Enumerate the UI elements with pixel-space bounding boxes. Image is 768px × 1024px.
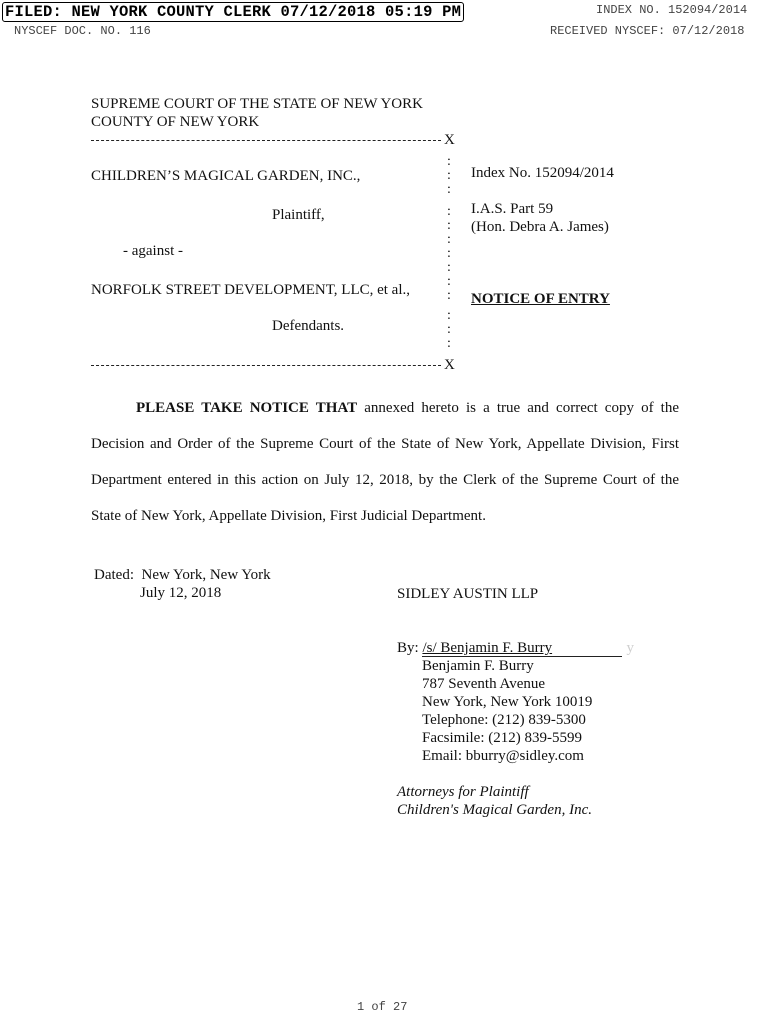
signature-text: /s/ Benjamin F. Burry (422, 640, 553, 656)
defendant-name: NORFOLK STREET DEVELOPMENT, LLC, et al., (91, 282, 411, 298)
address-line-1: 787 Seventh Avenue (422, 676, 546, 692)
header-index-number: INDEX NO. 152094/2014 (596, 3, 748, 17)
caption-divider (447, 155, 451, 351)
attorneys-for: Attorneys for Plaintiff (397, 784, 529, 800)
divider-colon: : (447, 322, 451, 337)
divider-colon: : (447, 168, 451, 183)
divider-colon: : (447, 218, 451, 233)
paragraph-line: Decision and Order of the Supreme Court of the State of New York, Appellate Division, First (91, 436, 679, 452)
caption-bottom-rule (91, 356, 455, 372)
filed-stamp: FILED: NEW YORK COUNTY CLERK 07/12/2018 05:19 PM (2, 2, 464, 22)
defendant-role: Defendants. (272, 318, 345, 334)
signature-field (422, 640, 622, 657)
court-name: SUPREME COURT OF THE STATE OF NEW YORK (91, 96, 423, 112)
facsimile: Facsimile: (212) 839-5599 (422, 730, 582, 746)
divider-colon: : (447, 204, 451, 219)
plaintiff-role: Plaintiff, (272, 207, 325, 223)
paragraph-line: Department entered in this action on July 12, 2018, by the Clerk of the Supreme Court of the (91, 472, 679, 488)
caption-x-mark: X (444, 357, 455, 373)
page-number: 1 of 27 (357, 1000, 408, 1014)
firm-name: SIDLEY AUSTIN LLP (397, 586, 539, 602)
paragraph-text: annexed hereto is a true and correct copy of the (364, 400, 680, 416)
divider-colon: : (447, 154, 451, 169)
county-name: COUNTY OF NEW YORK (91, 114, 260, 130)
header-doc-number: NYSCEF DOC. NO. 116 (14, 24, 151, 38)
email: Email: bburry@sidley.com (422, 748, 584, 764)
divider-colon: : (447, 308, 451, 323)
signature-line (397, 639, 634, 657)
dated-date: July 12, 2018 (140, 585, 222, 601)
header-received: RECEIVED NYSCEF: 07/12/2018 (550, 24, 745, 38)
telephone: Telephone: (212) 839-5300 (422, 712, 586, 728)
caption-x-mark: X (444, 132, 455, 148)
divider-colon: : (447, 274, 451, 289)
caption-index-number: Index No. 152094/2014 (471, 165, 614, 181)
divider-colon: : (447, 182, 451, 197)
notice-paragraph (91, 390, 679, 534)
dashed-line (91, 365, 441, 366)
divider-colon: : (447, 246, 451, 261)
judge-name: (Hon. Debra A. James) (471, 219, 609, 235)
by-label: By: (397, 640, 419, 656)
divider-colon: : (447, 336, 451, 351)
attorney-name: Benjamin F. Burry (422, 658, 534, 674)
ias-part: I.A.S. Part 59 (471, 201, 554, 217)
notice-title: NOTICE OF ENTRY (471, 291, 610, 307)
plaintiff-name: CHILDREN’S MAGICAL GARDEN, INC., (91, 168, 361, 184)
client-name: Children's Magical Garden, Inc. (397, 802, 592, 818)
notice-lead: PLEASE TAKE NOTICE THAT (136, 400, 358, 416)
dated-label: Dated: (94, 567, 134, 583)
paragraph-line (91, 390, 679, 426)
paragraph-line: State of New York, Appellate Division, First Judicial Department. (91, 508, 486, 524)
divider-colon: : (447, 232, 451, 247)
address-line-2: New York, New York 10019 (422, 694, 593, 710)
divider-colon: : (447, 260, 451, 275)
caption-top-rule (91, 131, 455, 147)
dashed-line (91, 140, 441, 141)
against-label: - against - (123, 243, 183, 259)
dated-place: New York, New York (141, 567, 271, 583)
ghost-mark: y (626, 640, 634, 656)
dated-block (94, 566, 271, 584)
divider-colon: : (447, 288, 451, 303)
